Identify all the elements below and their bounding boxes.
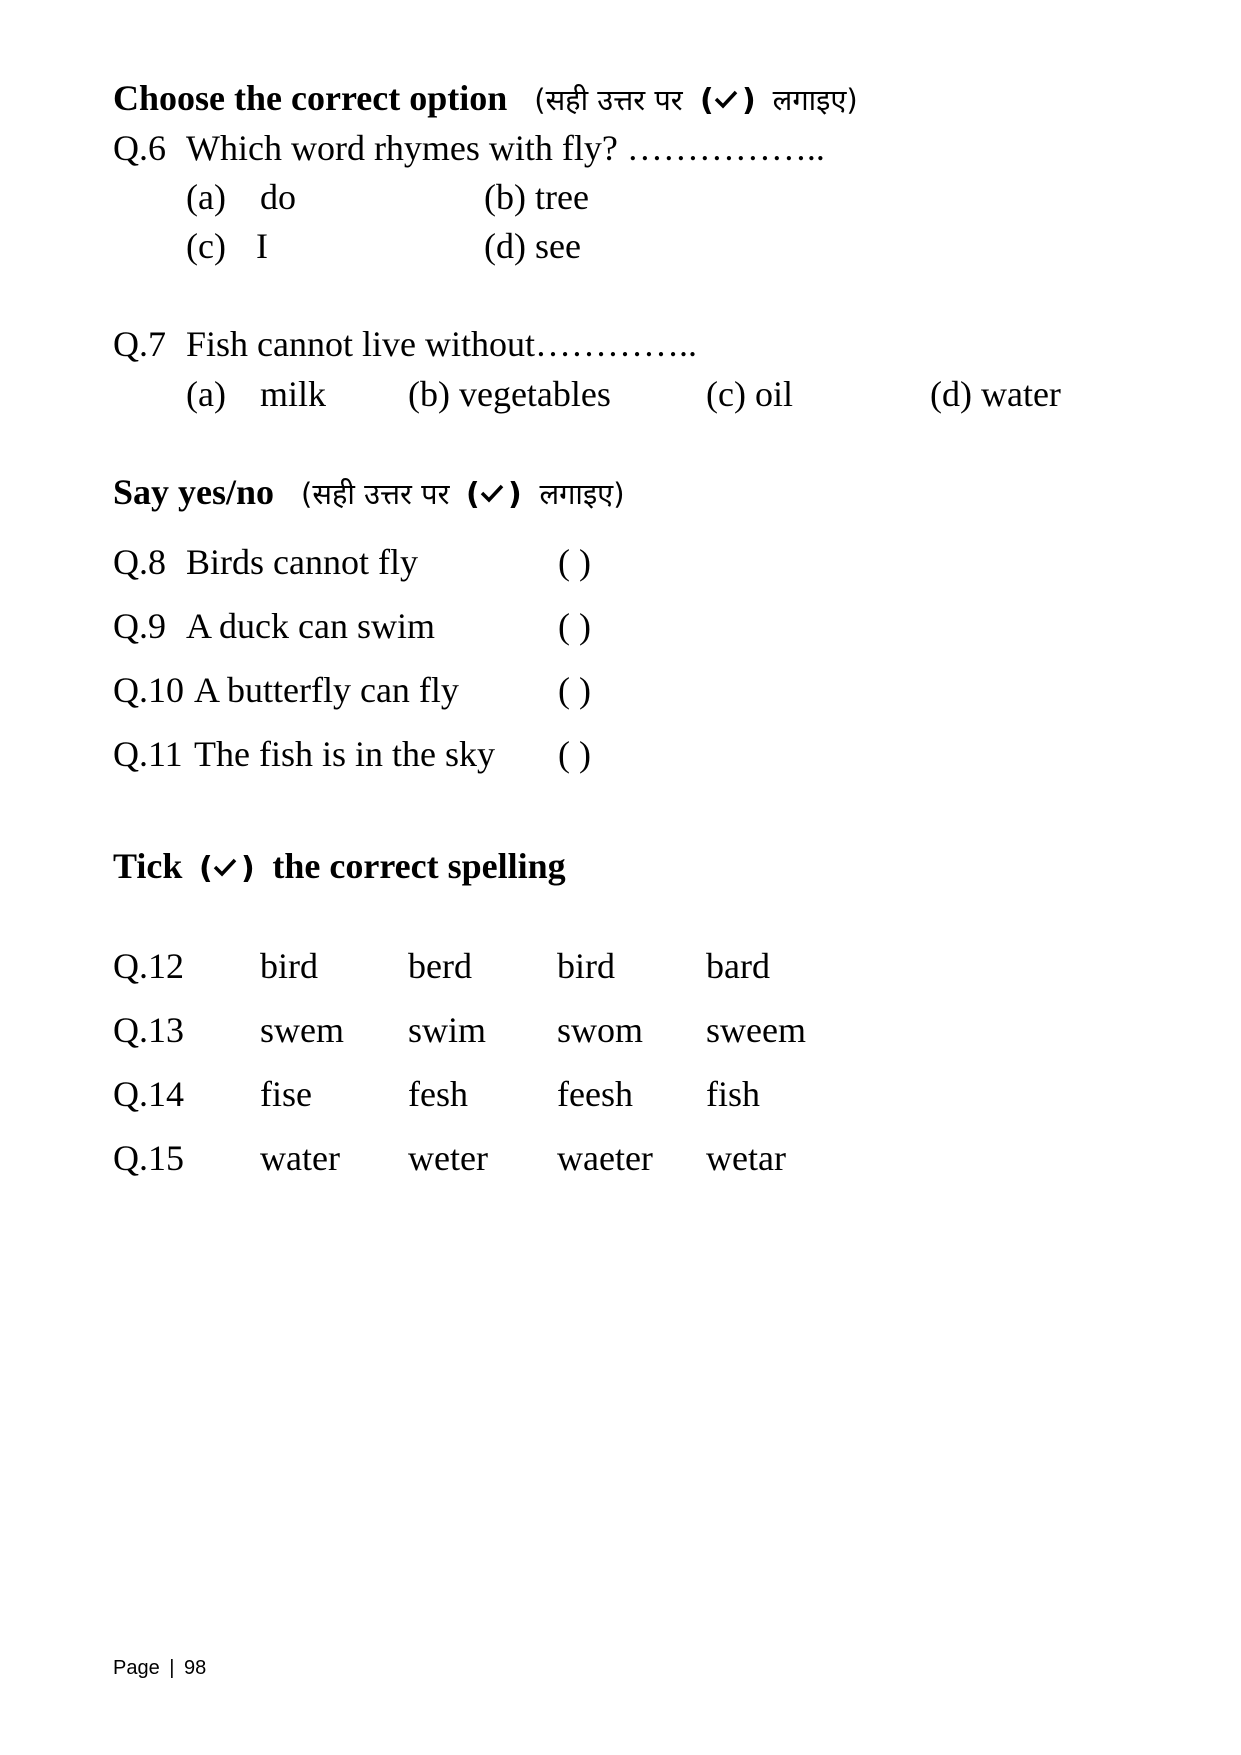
section-heading-yes-no (113, 470, 625, 518)
page-separator: | (169, 1657, 175, 1679)
spelling-choice[interactable]: weter (408, 1138, 488, 1178)
question-number: Q.13 (113, 1010, 184, 1050)
spelling-choice[interactable]: wetar (706, 1138, 786, 1178)
spelling-choice[interactable]: swim (408, 1010, 487, 1050)
heading-text: Choose the correct option (113, 78, 508, 118)
question-text: Fish cannot live without………….. (186, 324, 697, 364)
hindi-instruction-close: लगाइए) (539, 477, 625, 511)
spelling-choice[interactable]: fish (706, 1074, 760, 1114)
answer-box[interactable]: ( ) (558, 734, 591, 774)
question-number: Q.8 (113, 542, 166, 582)
spelling-choice[interactable]: sweem (706, 1010, 806, 1050)
spelling-choice[interactable]: fesh (408, 1074, 468, 1114)
question-number: Q.6 (113, 128, 166, 168)
option-text: milk (260, 374, 327, 414)
spelling-choice[interactable]: fise (260, 1074, 312, 1114)
question-number: Q.10 (113, 670, 184, 710)
section-heading-choose (113, 76, 858, 124)
check-in-parentheses-icon (199, 848, 255, 892)
hindi-instruction-open: (सही उत्तर पर (301, 477, 450, 511)
svg-text:): ) (508, 477, 523, 508)
option-label: (c) (186, 226, 226, 266)
answer-box[interactable]: ( ) (558, 606, 591, 646)
spelling-choice[interactable]: bard (706, 946, 770, 986)
question-text: Birds cannot fly (186, 542, 418, 582)
option-text: (d) see (484, 226, 581, 266)
spelling-choice[interactable]: swom (557, 1010, 644, 1050)
question-number: Q.15 (113, 1138, 184, 1178)
spelling-choice[interactable]: swem (260, 1010, 344, 1050)
svg-text:(: ( (199, 851, 214, 882)
option-label: (a) (186, 374, 226, 414)
question-number: Q.11 (113, 734, 183, 774)
heading-text-before: Tick (113, 846, 183, 886)
svg-text:(: ( (699, 83, 714, 114)
page-label: Page (113, 1657, 160, 1679)
spelling-choice[interactable]: bird (557, 946, 615, 986)
question-number: Q.9 (113, 606, 166, 646)
question-text: A duck can swim (186, 606, 435, 646)
spelling-choice[interactable]: feesh (557, 1074, 633, 1114)
option-label: (a) (186, 177, 226, 217)
check-in-parentheses-icon (700, 80, 756, 124)
page-footer (113, 1655, 206, 1681)
section-heading-spelling (113, 844, 566, 892)
option-text: (c) oil (706, 374, 793, 414)
svg-text:): ) (741, 83, 756, 114)
check-in-parentheses-icon (466, 474, 522, 518)
spelling-choice[interactable]: waeter (557, 1138, 653, 1178)
question-text: Which word rhymes with fly? …………….. (186, 128, 825, 168)
page-number: 98 (184, 1657, 207, 1679)
answer-box[interactable]: ( ) (558, 670, 591, 710)
option-text: (b) tree (484, 177, 589, 217)
question-text: The fish is in the sky (194, 734, 495, 774)
question-number: Q.7 (113, 324, 166, 364)
svg-text:(: ( (466, 477, 481, 508)
question-number: Q.14 (113, 1074, 184, 1114)
svg-text:): ) (241, 851, 256, 882)
spelling-choice[interactable]: water (260, 1138, 340, 1178)
hindi-instruction-close: लगाइए) (772, 83, 858, 117)
heading-text-after: the correct spelling (272, 846, 566, 886)
hindi-instruction-open: (सही उत्तर पर (534, 83, 683, 117)
option-text: I (256, 226, 268, 266)
spelling-choice[interactable]: bird (260, 946, 318, 986)
question-text: A butterfly can fly (194, 670, 459, 710)
option-text: do (260, 177, 296, 217)
option-text: (b) vegetables (408, 374, 611, 414)
question-number: Q.12 (113, 946, 184, 986)
answer-box[interactable]: ( ) (558, 542, 591, 582)
heading-text: Say yes/no (113, 472, 275, 512)
option-text: (d) water (930, 374, 1061, 414)
spelling-choice[interactable]: berd (408, 946, 472, 986)
